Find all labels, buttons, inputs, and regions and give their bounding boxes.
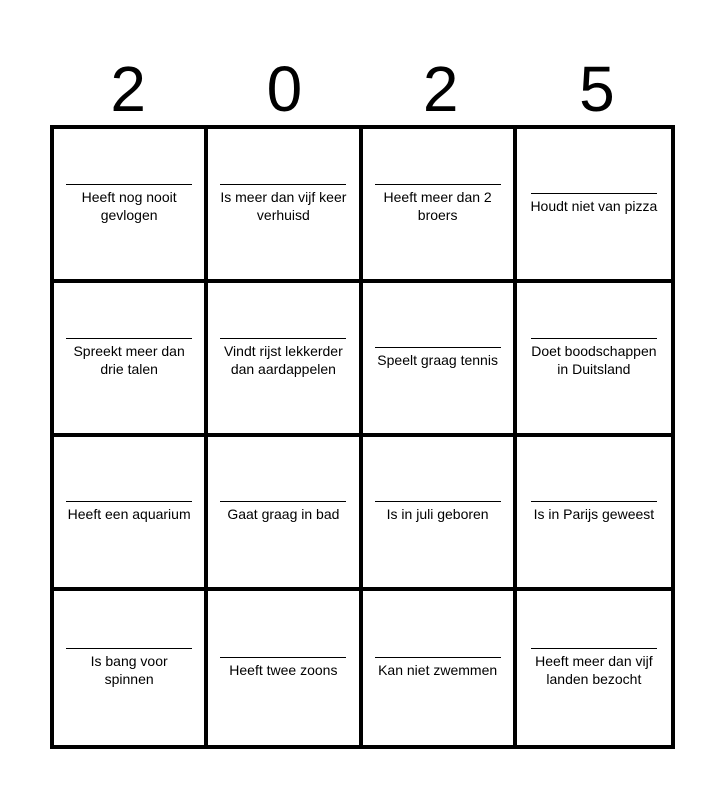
header-letter: 0: [266, 53, 303, 125]
name-line: [531, 648, 657, 649]
header-letter: 2: [422, 53, 459, 125]
bingo-cell[interactable]: [54, 129, 208, 283]
name-line: [531, 338, 657, 339]
name-line: [375, 501, 501, 502]
bingo-cell[interactable]: [54, 591, 208, 745]
cell-text: Kan niet zwemmen: [378, 662, 498, 678]
header-letter: 2: [110, 53, 146, 125]
cell-text: Is meer dan vijf keer verhuisd: [220, 189, 347, 223]
cell-text: Is in Parijs geweest: [533, 506, 655, 522]
name-line: [220, 184, 346, 185]
cell-text: Is in juli geboren: [386, 506, 489, 522]
name-line: [375, 184, 501, 185]
name-line: [66, 501, 192, 502]
bingo-cell[interactable]: [208, 437, 362, 591]
bingo-cell[interactable]: [363, 283, 517, 437]
cell-text: Heeft twee zoons: [229, 662, 338, 678]
cell-text: Heeft een aquarium: [67, 506, 191, 522]
bingo-cell[interactable]: [517, 283, 671, 437]
cell-text: Heeft meer dan vijf landen bezocht: [535, 653, 653, 687]
name-line: [531, 193, 657, 194]
bingo-cell[interactable]: [208, 283, 362, 437]
bingo-cell[interactable]: [517, 591, 671, 745]
name-line: [220, 338, 346, 339]
cell-text: Doet boodschappen in Duitsland: [531, 343, 657, 377]
name-line: [66, 184, 192, 185]
bingo-grid: [50, 125, 675, 749]
bingo-cell[interactable]: [54, 437, 208, 591]
bingo-cell[interactable]: [517, 129, 671, 283]
name-line: [66, 648, 192, 649]
name-line: [375, 347, 501, 348]
cell-text: Vindt rijst lekkerder dan aardappelen: [223, 343, 343, 377]
name-line: [220, 657, 346, 658]
cell-text: Spreekt meer dan drie talen: [73, 343, 185, 377]
cell-text: Heeft meer dan 2 broers: [383, 189, 492, 223]
bingo-cell[interactable]: [208, 129, 362, 283]
bingo-cell[interactable]: [517, 437, 671, 591]
bingo-cell[interactable]: [363, 437, 517, 591]
name-line: [220, 501, 346, 502]
cell-text: Speelt graag tennis: [377, 352, 498, 368]
cell-text: Heeft nog nooit gevlogen: [81, 189, 177, 223]
bingo-cell[interactable]: [363, 591, 517, 745]
name-line: [66, 338, 192, 339]
cell-text: Houdt niet van pizza: [530, 198, 658, 214]
bingo-header: [50, 50, 675, 128]
cell-text: Is bang voor spinnen: [90, 653, 168, 687]
bingo-cell[interactable]: [363, 129, 517, 283]
cell-text: Gaat graag in bad: [227, 506, 340, 522]
header-letter: 5: [579, 53, 615, 125]
bingo-cell[interactable]: [54, 283, 208, 437]
name-line: [375, 657, 501, 658]
bingo-cell[interactable]: [208, 591, 362, 745]
name-line: [531, 501, 657, 502]
